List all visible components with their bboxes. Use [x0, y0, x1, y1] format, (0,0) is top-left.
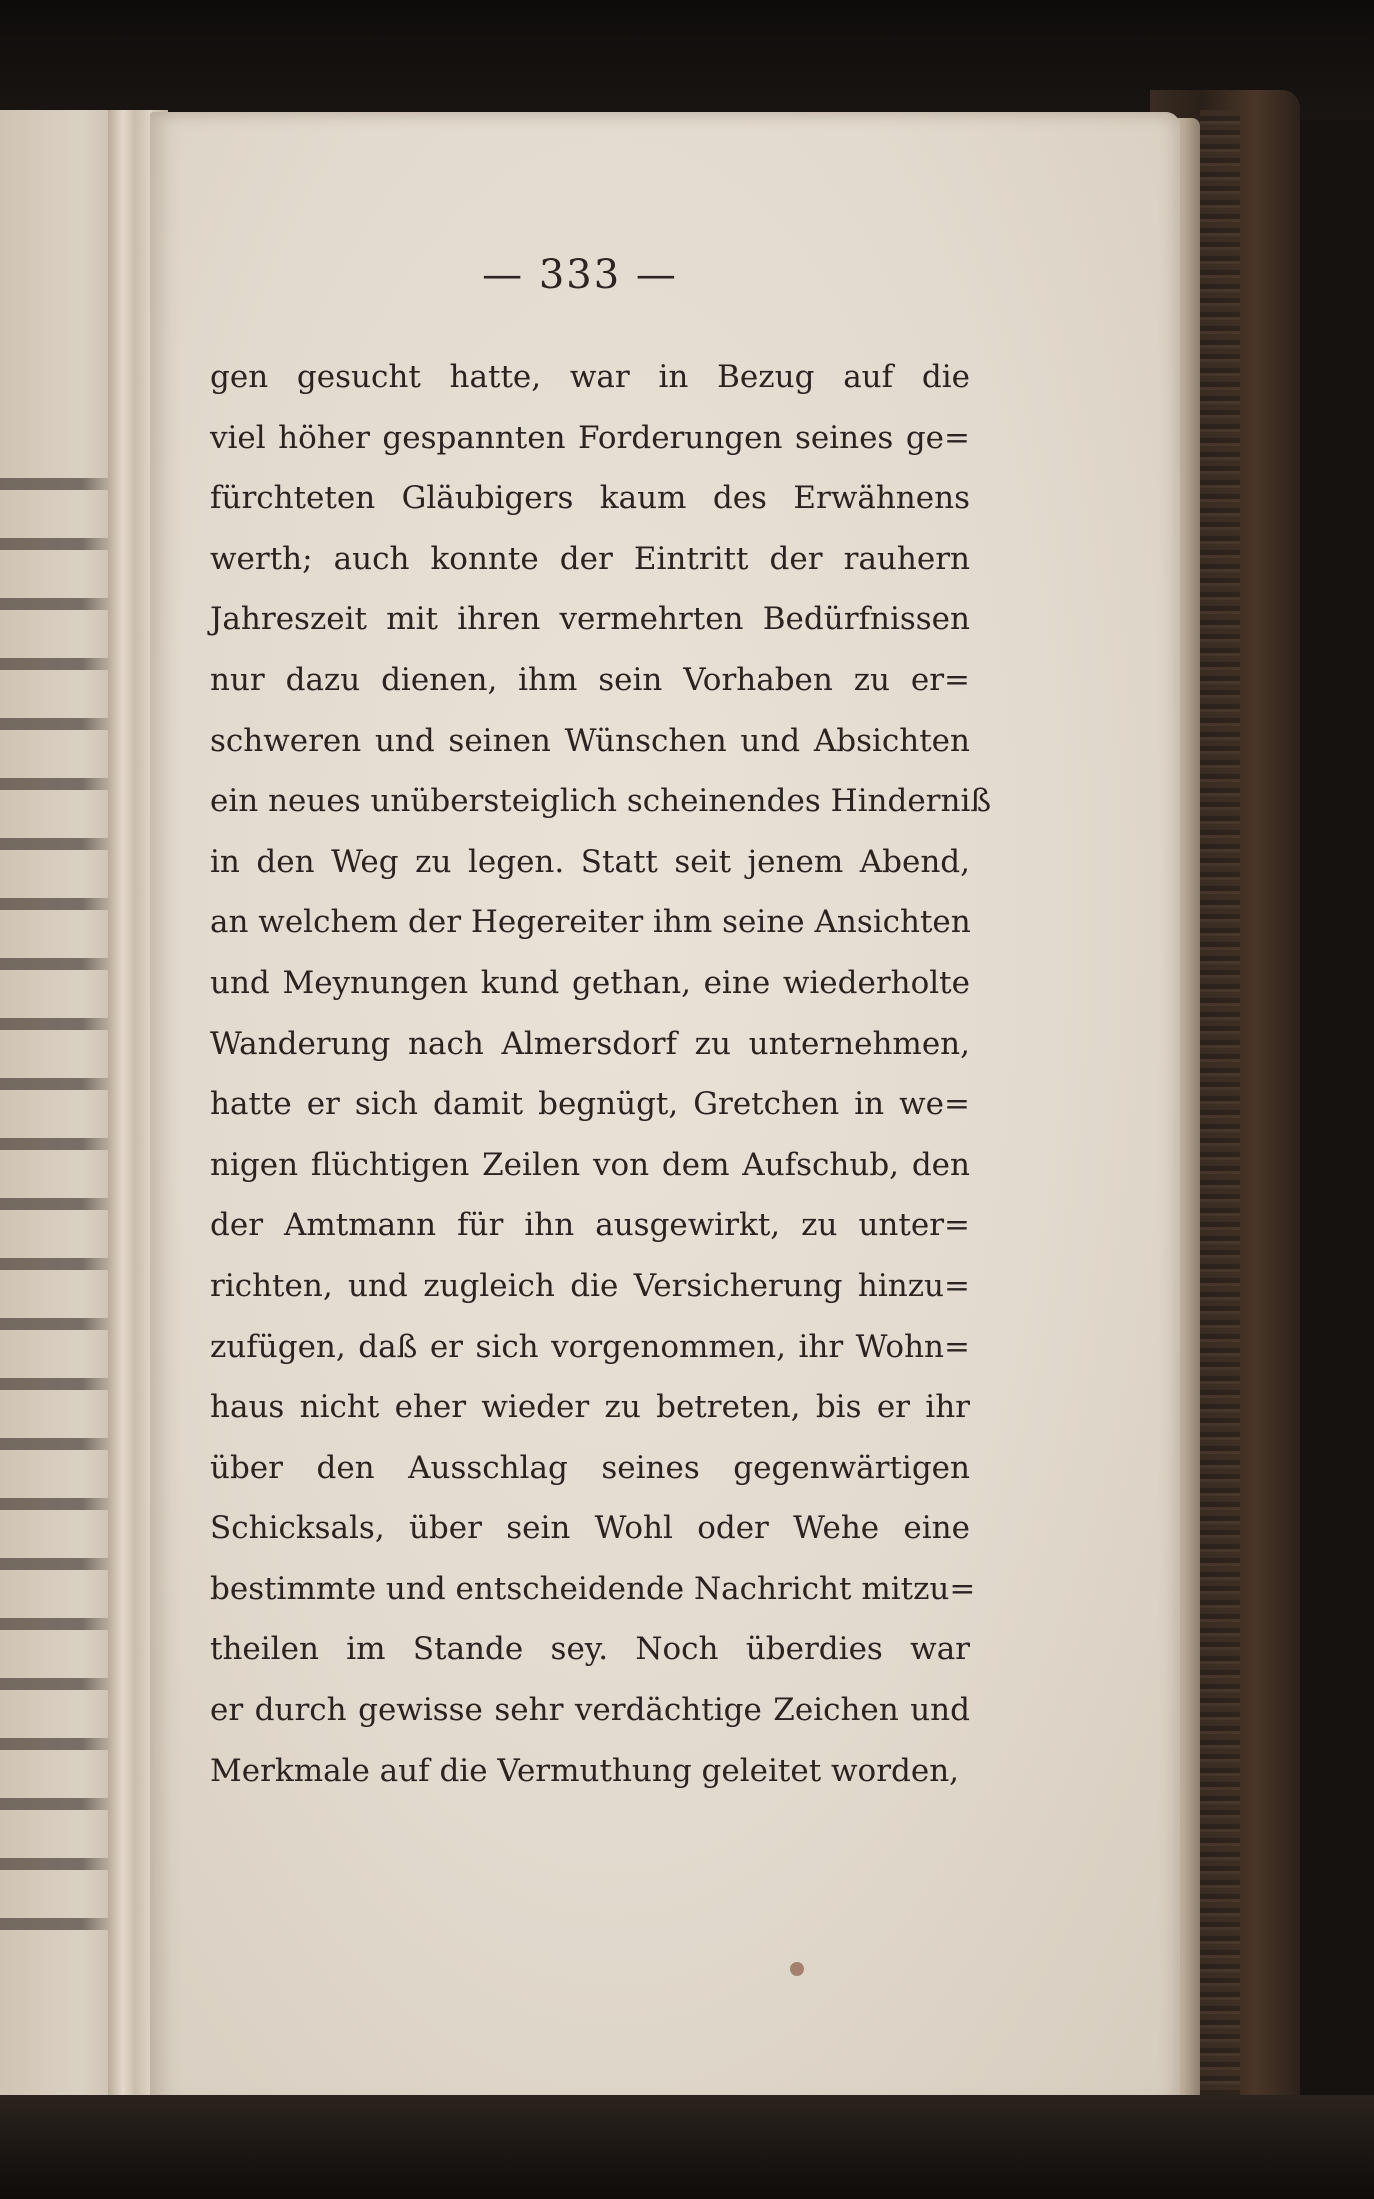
- text-line: nur dazu dienen, ihm sein Vorhaben zu er=: [210, 661, 970, 698]
- left-page-text-fragment: [0, 450, 118, 1950]
- cover-edge: [1200, 110, 1240, 2110]
- text-line: viel höher gespannten Forderungen seines ge=: [210, 419, 970, 456]
- text-line: er durch gewisse sehr verdächtige Zeichen und: [210, 1692, 970, 1729]
- text-line: Schicksals, über sein Wohl oder Wehe eine: [210, 1510, 970, 1547]
- text-line: schweren und seinen Wünschen und Absichten: [210, 722, 970, 759]
- text-line: Merkmale auf die Vermuthung geleitet worden,: [210, 1752, 960, 1789]
- text-line: Jahreszeit mit ihren vermehrten Bedürfnissen: [210, 601, 970, 638]
- text-line: bestimmte und entscheidende Nachricht mitzu=: [210, 1570, 976, 1607]
- text-line: werth; auch konnte der Eintritt der rauhern: [210, 540, 970, 577]
- text-line: der Amtmann für ihn ausgewirkt, zu unter=: [210, 1207, 970, 1244]
- text-line: theilen im Stande sey. Noch überdies war: [210, 1631, 970, 1668]
- text-line: in den Weg zu legen. Statt seit jenem Abend,: [210, 843, 970, 880]
- right-page: [150, 112, 1180, 2107]
- text-line: Wanderung nach Almersdorf zu unternehmen,: [210, 1025, 970, 1062]
- text-line: und Meynungen kund gethan, eine wiederholte: [210, 964, 970, 1001]
- text-line: über den Ausschlag seines gegenwärtigen: [210, 1449, 970, 1486]
- text-line: an welchem der Hegereiter ihm seine Ansichten: [210, 904, 971, 941]
- bottom-shadow: [0, 2095, 1374, 2199]
- text-line: gen gesucht hatte, war in Bezug auf die: [210, 359, 970, 395]
- text-line: richten, und zugleich die Versicherung hinzu=: [210, 1267, 970, 1304]
- text-line: zufügen, daß er sich vorgenommen, ihr Wohn=: [210, 1328, 970, 1365]
- text-line: haus nicht eher wieder zu betreten, bis er ihr: [210, 1389, 970, 1426]
- text-line: ein neues unübersteiglich scheinendes Hinderniß: [210, 783, 992, 820]
- page-number: — 333 —: [482, 252, 678, 298]
- text-line: fürchteten Gläubigers kaum des Erwähnens: [210, 480, 970, 517]
- body-text: [210, 347, 992, 1801]
- paper-stain: [790, 1962, 804, 1976]
- text-line: hatte er sich damit begnügt, Gretchen in we=: [210, 1086, 970, 1123]
- text-line: nigen flüchtigen Zeilen von dem Aufschub, den: [210, 1146, 970, 1183]
